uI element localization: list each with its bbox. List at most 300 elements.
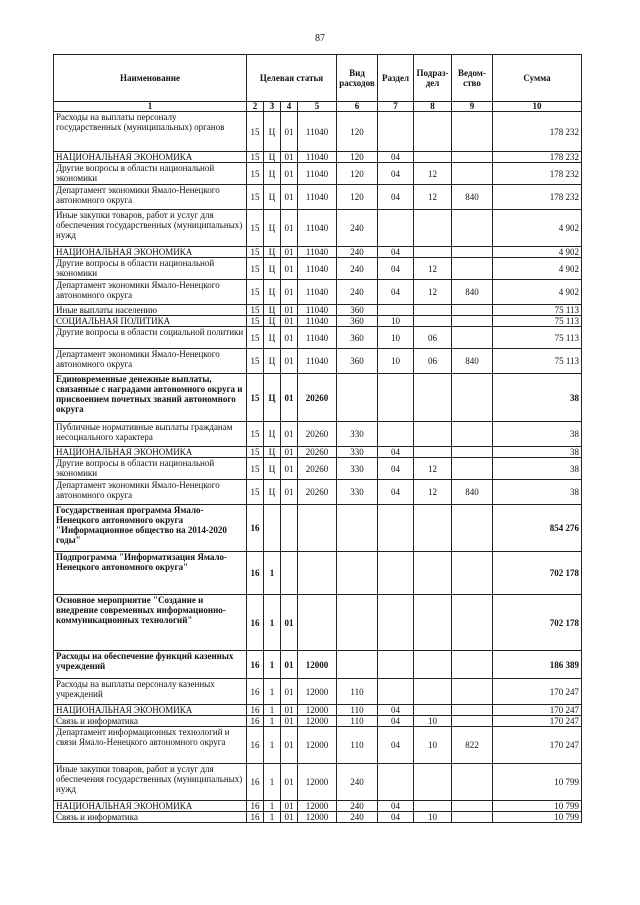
row-section — [378, 552, 414, 595]
row-expense-type: 110 — [337, 716, 378, 727]
row-department — [452, 305, 493, 316]
row-subprogram-code: Ц — [264, 374, 281, 422]
row-expense-type: 360 — [337, 305, 378, 316]
row-activity-code: 01 — [281, 801, 298, 812]
row-section: 04 — [378, 705, 414, 716]
row-department — [452, 595, 493, 651]
row-program-code: 15 — [247, 316, 264, 327]
row-direction-code: 12000 — [298, 812, 337, 823]
col-number: 6 — [337, 102, 378, 112]
row-department — [452, 258, 493, 280]
row-program-code: 16 — [247, 505, 264, 552]
row-amount: 170 247 — [493, 716, 582, 727]
row-activity-code: 01 — [281, 247, 298, 258]
header-name: Наименование — [54, 55, 247, 102]
row-activity-code — [281, 505, 298, 552]
row-subprogram-code: 1 — [264, 651, 281, 679]
row-amount: 186 389 — [493, 651, 582, 679]
row-name-cell: Расходы на выплаты персоналу государственных (муниципальных) органов — [54, 112, 247, 152]
row-direction-code: 20260 — [298, 480, 337, 505]
row-department — [452, 422, 493, 447]
row-subsection — [414, 764, 452, 801]
row-expense-type: 330 — [337, 458, 378, 480]
row-activity-code: 01 — [281, 112, 298, 152]
row-subprogram-code: Ц — [264, 112, 281, 152]
row-activity-code: 01 — [281, 210, 298, 247]
row-name-cell: Департамент экономики Ямало-Ненецкого автономного округа — [54, 480, 247, 505]
row-amount: 10 799 — [493, 812, 582, 823]
row-program-code: 15 — [247, 349, 264, 374]
table-row — [54, 727, 582, 764]
row-program-code: 16 — [247, 552, 264, 595]
row-subprogram-code: Ц — [264, 163, 281, 185]
row-direction-code: 12000 — [298, 705, 337, 716]
row-activity-code: 01 — [281, 152, 298, 163]
row-expense-type: 120 — [337, 152, 378, 163]
table-row — [54, 801, 582, 812]
table-row — [54, 374, 582, 422]
row-department: 840 — [452, 280, 493, 305]
row-program-code: 15 — [247, 447, 264, 458]
row-activity-code: 01 — [281, 374, 298, 422]
row-name-cell: Иные закупки товаров, работ и услуг для обеспечения государственных (муниципальных) нужд — [54, 210, 247, 247]
row-amount: 178 232 — [493, 112, 582, 152]
table-row — [54, 651, 582, 679]
row-direction-code: 12000 — [298, 651, 337, 679]
row-amount: 38 — [493, 374, 582, 422]
table-row — [54, 480, 582, 505]
row-direction-code: 11040 — [298, 152, 337, 163]
row-subprogram-code: 1 — [264, 764, 281, 801]
header-expense-type: Вид расходов — [337, 55, 378, 102]
row-amount: 38 — [493, 422, 582, 447]
row-activity-code: 01 — [281, 764, 298, 801]
row-program-code: 16 — [247, 764, 264, 801]
row-subsection — [414, 305, 452, 316]
row-expense-type: 330 — [337, 447, 378, 458]
row-name-cell: Связь и информатика — [54, 812, 247, 823]
row-subsection: 06 — [414, 327, 452, 349]
row-subsection: 12 — [414, 458, 452, 480]
row-section — [378, 112, 414, 152]
row-amount: 4 902 — [493, 258, 582, 280]
col-number: 5 — [298, 102, 337, 112]
row-program-code: 15 — [247, 163, 264, 185]
row-direction-code: 20260 — [298, 447, 337, 458]
row-subsection: 12 — [414, 280, 452, 305]
table-row — [54, 152, 582, 163]
row-section: 04 — [378, 258, 414, 280]
row-amount: 170 247 — [493, 679, 582, 705]
row-amount: 4 902 — [493, 247, 582, 258]
col-number: 2 — [247, 102, 264, 112]
row-expense-type — [337, 374, 378, 422]
row-expense-type: 120 — [337, 185, 378, 210]
row-direction-code: 11040 — [298, 327, 337, 349]
row-amount: 4 902 — [493, 210, 582, 247]
row-subsection — [414, 651, 452, 679]
row-amount: 178 232 — [493, 152, 582, 163]
row-name-cell: Департамент экономики Ямало-Ненецкого автономного округа — [54, 280, 247, 305]
row-section: 04 — [378, 280, 414, 305]
row-name-cell: НАЦИОНАЛЬНАЯ ЭКОНОМИКА — [54, 801, 247, 812]
row-section — [378, 595, 414, 651]
table-row — [54, 305, 582, 316]
row-direction-code: 12000 — [298, 801, 337, 812]
row-activity-code — [281, 552, 298, 595]
row-amount: 702 178 — [493, 595, 582, 651]
row-amount: 170 247 — [493, 705, 582, 716]
row-direction-code: 12000 — [298, 716, 337, 727]
row-section: 04 — [378, 716, 414, 727]
row-expense-type: 240 — [337, 280, 378, 305]
row-subprogram-code: Ц — [264, 152, 281, 163]
table-row — [54, 716, 582, 727]
row-activity-code: 01 — [281, 812, 298, 823]
row-name-cell: СОЦИАЛЬНАЯ ПОЛИТИКА — [54, 316, 247, 327]
row-name-cell: НАЦИОНАЛЬНАЯ ЭКОНОМИКА — [54, 447, 247, 458]
row-expense-type: 360 — [337, 316, 378, 327]
row-subsection — [414, 422, 452, 447]
row-section: 04 — [378, 152, 414, 163]
row-section — [378, 374, 414, 422]
row-name-cell: Другие вопросы в области национальной экономики — [54, 458, 247, 480]
row-department — [452, 447, 493, 458]
row-activity-code: 01 — [281, 305, 298, 316]
row-subsection: 10 — [414, 812, 452, 823]
table-row — [54, 447, 582, 458]
row-department — [452, 716, 493, 727]
row-direction-code: 11040 — [298, 305, 337, 316]
row-department — [452, 679, 493, 705]
row-direction-code: 11040 — [298, 163, 337, 185]
row-name-cell: Расходы на выплаты персоналу казенных учреждений — [54, 679, 247, 705]
col-number: 3 — [264, 102, 281, 112]
row-department: 822 — [452, 727, 493, 764]
row-expense-type: 360 — [337, 349, 378, 374]
row-activity-code: 01 — [281, 349, 298, 374]
row-direction-code: 12000 — [298, 764, 337, 801]
table-row — [54, 185, 582, 210]
row-direction-code — [298, 552, 337, 595]
row-amount: 38 — [493, 447, 582, 458]
row-section: 04 — [378, 447, 414, 458]
row-subprogram-code: Ц — [264, 480, 281, 505]
row-name-cell: Государственная программа Ямало-Ненецкого автономного округа "Информационное общество на 2014-2020 годы" — [54, 505, 247, 552]
row-direction-code: 11040 — [298, 258, 337, 280]
row-subprogram-code — [264, 505, 281, 552]
row-program-code: 15 — [247, 422, 264, 447]
row-program-code: 16 — [247, 812, 264, 823]
row-amount: 10 799 — [493, 764, 582, 801]
row-direction-code: 12000 — [298, 679, 337, 705]
row-activity-code: 01 — [281, 327, 298, 349]
row-program-code: 16 — [247, 679, 264, 705]
budget-table — [53, 54, 582, 823]
row-name-cell: Единовременные денежные выплаты, связанные с наградами автономного округа и присвоением почетных званий автономного округа — [54, 374, 247, 422]
row-program-code: 16 — [247, 651, 264, 679]
row-direction-code: 20260 — [298, 422, 337, 447]
row-activity-code: 01 — [281, 595, 298, 651]
table-row — [54, 258, 582, 280]
row-activity-code: 01 — [281, 458, 298, 480]
row-section: 04 — [378, 458, 414, 480]
row-subsection — [414, 247, 452, 258]
table-row — [54, 679, 582, 705]
row-program-code: 15 — [247, 458, 264, 480]
row-amount: 38 — [493, 480, 582, 505]
row-subsection — [414, 316, 452, 327]
row-direction-code: 20260 — [298, 374, 337, 422]
row-direction-code: 12000 — [298, 727, 337, 764]
row-subprogram-code: 1 — [264, 595, 281, 651]
table-row — [54, 422, 582, 447]
table-row — [54, 327, 582, 349]
row-expense-type: 240 — [337, 210, 378, 247]
row-subsection: 06 — [414, 349, 452, 374]
row-subsection — [414, 447, 452, 458]
row-expense-type: 120 — [337, 163, 378, 185]
row-department — [452, 812, 493, 823]
row-name-cell: Публичные нормативные выплаты гражданам несоциального характера — [54, 422, 247, 447]
row-section: 04 — [378, 163, 414, 185]
row-expense-type: 110 — [337, 705, 378, 716]
row-amount: 10 799 — [493, 801, 582, 812]
row-department — [452, 801, 493, 812]
table-row — [54, 764, 582, 801]
row-subprogram-code: Ц — [264, 258, 281, 280]
row-name-cell: НАЦИОНАЛЬНАЯ ЭКОНОМИКА — [54, 152, 247, 163]
row-amount: 75 113 — [493, 349, 582, 374]
row-amount: 75 113 — [493, 305, 582, 316]
row-department — [452, 210, 493, 247]
table-row — [54, 210, 582, 247]
row-program-code: 16 — [247, 716, 264, 727]
row-program-code: 16 — [247, 595, 264, 651]
row-program-code: 15 — [247, 480, 264, 505]
row-activity-code: 01 — [281, 447, 298, 458]
row-subprogram-code: Ц — [264, 422, 281, 447]
row-section — [378, 679, 414, 705]
row-expense-type: 330 — [337, 422, 378, 447]
header-section: Раздел — [378, 55, 414, 102]
row-direction-code — [298, 595, 337, 651]
row-activity-code: 01 — [281, 422, 298, 447]
row-department — [452, 316, 493, 327]
row-department — [452, 112, 493, 152]
row-amount: 170 247 — [493, 727, 582, 764]
row-expense-type: 240 — [337, 764, 378, 801]
row-section — [378, 305, 414, 316]
row-department — [452, 247, 493, 258]
row-expense-type — [337, 552, 378, 595]
row-subprogram-code: Ц — [264, 210, 281, 247]
row-subprogram-code: Ц — [264, 247, 281, 258]
table-row — [54, 163, 582, 185]
row-direction-code: 20260 — [298, 458, 337, 480]
row-activity-code: 01 — [281, 258, 298, 280]
row-amount: 178 232 — [493, 163, 582, 185]
row-activity-code: 01 — [281, 163, 298, 185]
row-program-code: 15 — [247, 305, 264, 316]
row-name-cell: Подпрограмма "Информатизация Ямало-Ненецкого автономного округа" — [54, 552, 247, 595]
row-section — [378, 651, 414, 679]
row-department — [452, 458, 493, 480]
row-name-cell: НАЦИОНАЛЬНАЯ ЭКОНОМИКА — [54, 705, 247, 716]
row-department — [452, 705, 493, 716]
table-row — [54, 112, 582, 152]
row-subsection — [414, 505, 452, 552]
row-direction-code: 11040 — [298, 349, 337, 374]
row-subprogram-code: 1 — [264, 812, 281, 823]
row-subsection: 12 — [414, 258, 452, 280]
row-amount: 4 902 — [493, 280, 582, 305]
row-subsection — [414, 679, 452, 705]
row-expense-type: 110 — [337, 727, 378, 764]
col-number: 7 — [378, 102, 414, 112]
row-activity-code: 01 — [281, 716, 298, 727]
row-program-code: 16 — [247, 727, 264, 764]
row-activity-code: 01 — [281, 480, 298, 505]
row-expense-type — [337, 595, 378, 651]
row-subprogram-code: Ц — [264, 327, 281, 349]
row-amount: 38 — [493, 458, 582, 480]
row-direction-code: 11040 — [298, 185, 337, 210]
row-section: 04 — [378, 247, 414, 258]
row-section: 04 — [378, 812, 414, 823]
row-section: 10 — [378, 349, 414, 374]
row-name-cell: НАЦИОНАЛЬНАЯ ЭКОНОМИКА — [54, 247, 247, 258]
row-program-code: 15 — [247, 185, 264, 210]
row-amount: 75 113 — [493, 327, 582, 349]
row-subsection — [414, 552, 452, 595]
row-program-code: 15 — [247, 327, 264, 349]
row-expense-type: 120 — [337, 112, 378, 152]
row-subsection: 10 — [414, 727, 452, 764]
row-name-cell: Департамент экономики Ямало-Ненецкого автономного округа — [54, 185, 247, 210]
row-department — [452, 163, 493, 185]
row-program-code: 15 — [247, 374, 264, 422]
row-subsection — [414, 705, 452, 716]
row-section — [378, 505, 414, 552]
row-section — [378, 422, 414, 447]
row-section: 10 — [378, 316, 414, 327]
header-target-article: Целевая статья — [247, 55, 337, 102]
row-expense-type — [337, 651, 378, 679]
row-subsection: 12 — [414, 480, 452, 505]
row-section: 04 — [378, 480, 414, 505]
col-number: 10 — [493, 102, 582, 112]
row-expense-type: 240 — [337, 258, 378, 280]
row-activity-code: 01 — [281, 651, 298, 679]
row-program-code: 15 — [247, 152, 264, 163]
row-subsection — [414, 112, 452, 152]
row-subsection — [414, 374, 452, 422]
header-department: Ведом-ство — [452, 55, 493, 102]
row-expense-type — [337, 505, 378, 552]
table-row — [54, 458, 582, 480]
row-program-code: 15 — [247, 280, 264, 305]
row-name-cell: Департамент информационных технологий и связи Ямало-Ненецкого автономного округа — [54, 727, 247, 764]
row-subsection: 12 — [414, 185, 452, 210]
row-subprogram-code: Ц — [264, 185, 281, 210]
row-section: 10 — [378, 327, 414, 349]
row-direction-code — [298, 505, 337, 552]
row-expense-type: 240 — [337, 812, 378, 823]
row-name-cell: Связь и информатика — [54, 716, 247, 727]
row-subprogram-code: Ц — [264, 316, 281, 327]
row-amount: 178 232 — [493, 185, 582, 210]
row-section: 04 — [378, 727, 414, 764]
row-subprogram-code: Ц — [264, 447, 281, 458]
row-program-code: 16 — [247, 801, 264, 812]
row-activity-code: 01 — [281, 679, 298, 705]
col-number: 1 — [54, 102, 247, 112]
row-subprogram-code: Ц — [264, 305, 281, 316]
row-amount: 854 276 — [493, 505, 582, 552]
row-subprogram-code: 1 — [264, 552, 281, 595]
row-subsection — [414, 210, 452, 247]
row-program-code: 16 — [247, 705, 264, 716]
row-subsection: 10 — [414, 716, 452, 727]
row-subsection — [414, 801, 452, 812]
row-subprogram-code: 1 — [264, 679, 281, 705]
table-row — [54, 349, 582, 374]
row-amount: 75 113 — [493, 316, 582, 327]
row-expense-type: 240 — [337, 801, 378, 812]
page-number: 87 — [315, 33, 325, 44]
row-activity-code: 01 — [281, 705, 298, 716]
row-direction-code: 11040 — [298, 247, 337, 258]
row-direction-code: 11040 — [298, 280, 337, 305]
table-row — [54, 705, 582, 716]
col-number: 4 — [281, 102, 298, 112]
row-section: 04 — [378, 185, 414, 210]
row-subprogram-code: 1 — [264, 705, 281, 716]
table-row — [54, 316, 582, 327]
table-row — [54, 247, 582, 258]
row-name-cell: Другие вопросы в области социальной политики — [54, 327, 247, 349]
table-row — [54, 552, 582, 595]
row-department: 840 — [452, 480, 493, 505]
row-department — [452, 152, 493, 163]
row-department — [452, 374, 493, 422]
row-department: 840 — [452, 185, 493, 210]
row-amount: 702 178 — [493, 552, 582, 595]
row-activity-code: 01 — [281, 185, 298, 210]
row-section: 04 — [378, 801, 414, 812]
row-direction-code: 11040 — [298, 210, 337, 247]
row-program-code: 15 — [247, 247, 264, 258]
row-department — [452, 327, 493, 349]
header-subsection: Подраз-дел — [414, 55, 452, 102]
row-department — [452, 552, 493, 595]
row-program-code: 15 — [247, 210, 264, 247]
table-row — [54, 595, 582, 651]
row-activity-code: 01 — [281, 280, 298, 305]
row-subsection — [414, 595, 452, 651]
row-name-cell: Другие вопросы в области национальной экономики — [54, 163, 247, 185]
row-subprogram-code: Ц — [264, 280, 281, 305]
table-row — [54, 505, 582, 552]
row-subsection: 12 — [414, 163, 452, 185]
row-expense-type: 360 — [337, 327, 378, 349]
row-name-cell: Иные закупки товаров, работ и услуг для обеспечения государственных (муниципальных) нужд — [54, 764, 247, 801]
row-section — [378, 764, 414, 801]
row-name-cell: Расходы на обеспечение функций казенных учреждений — [54, 651, 247, 679]
row-program-code: 15 — [247, 112, 264, 152]
table-row — [54, 280, 582, 305]
